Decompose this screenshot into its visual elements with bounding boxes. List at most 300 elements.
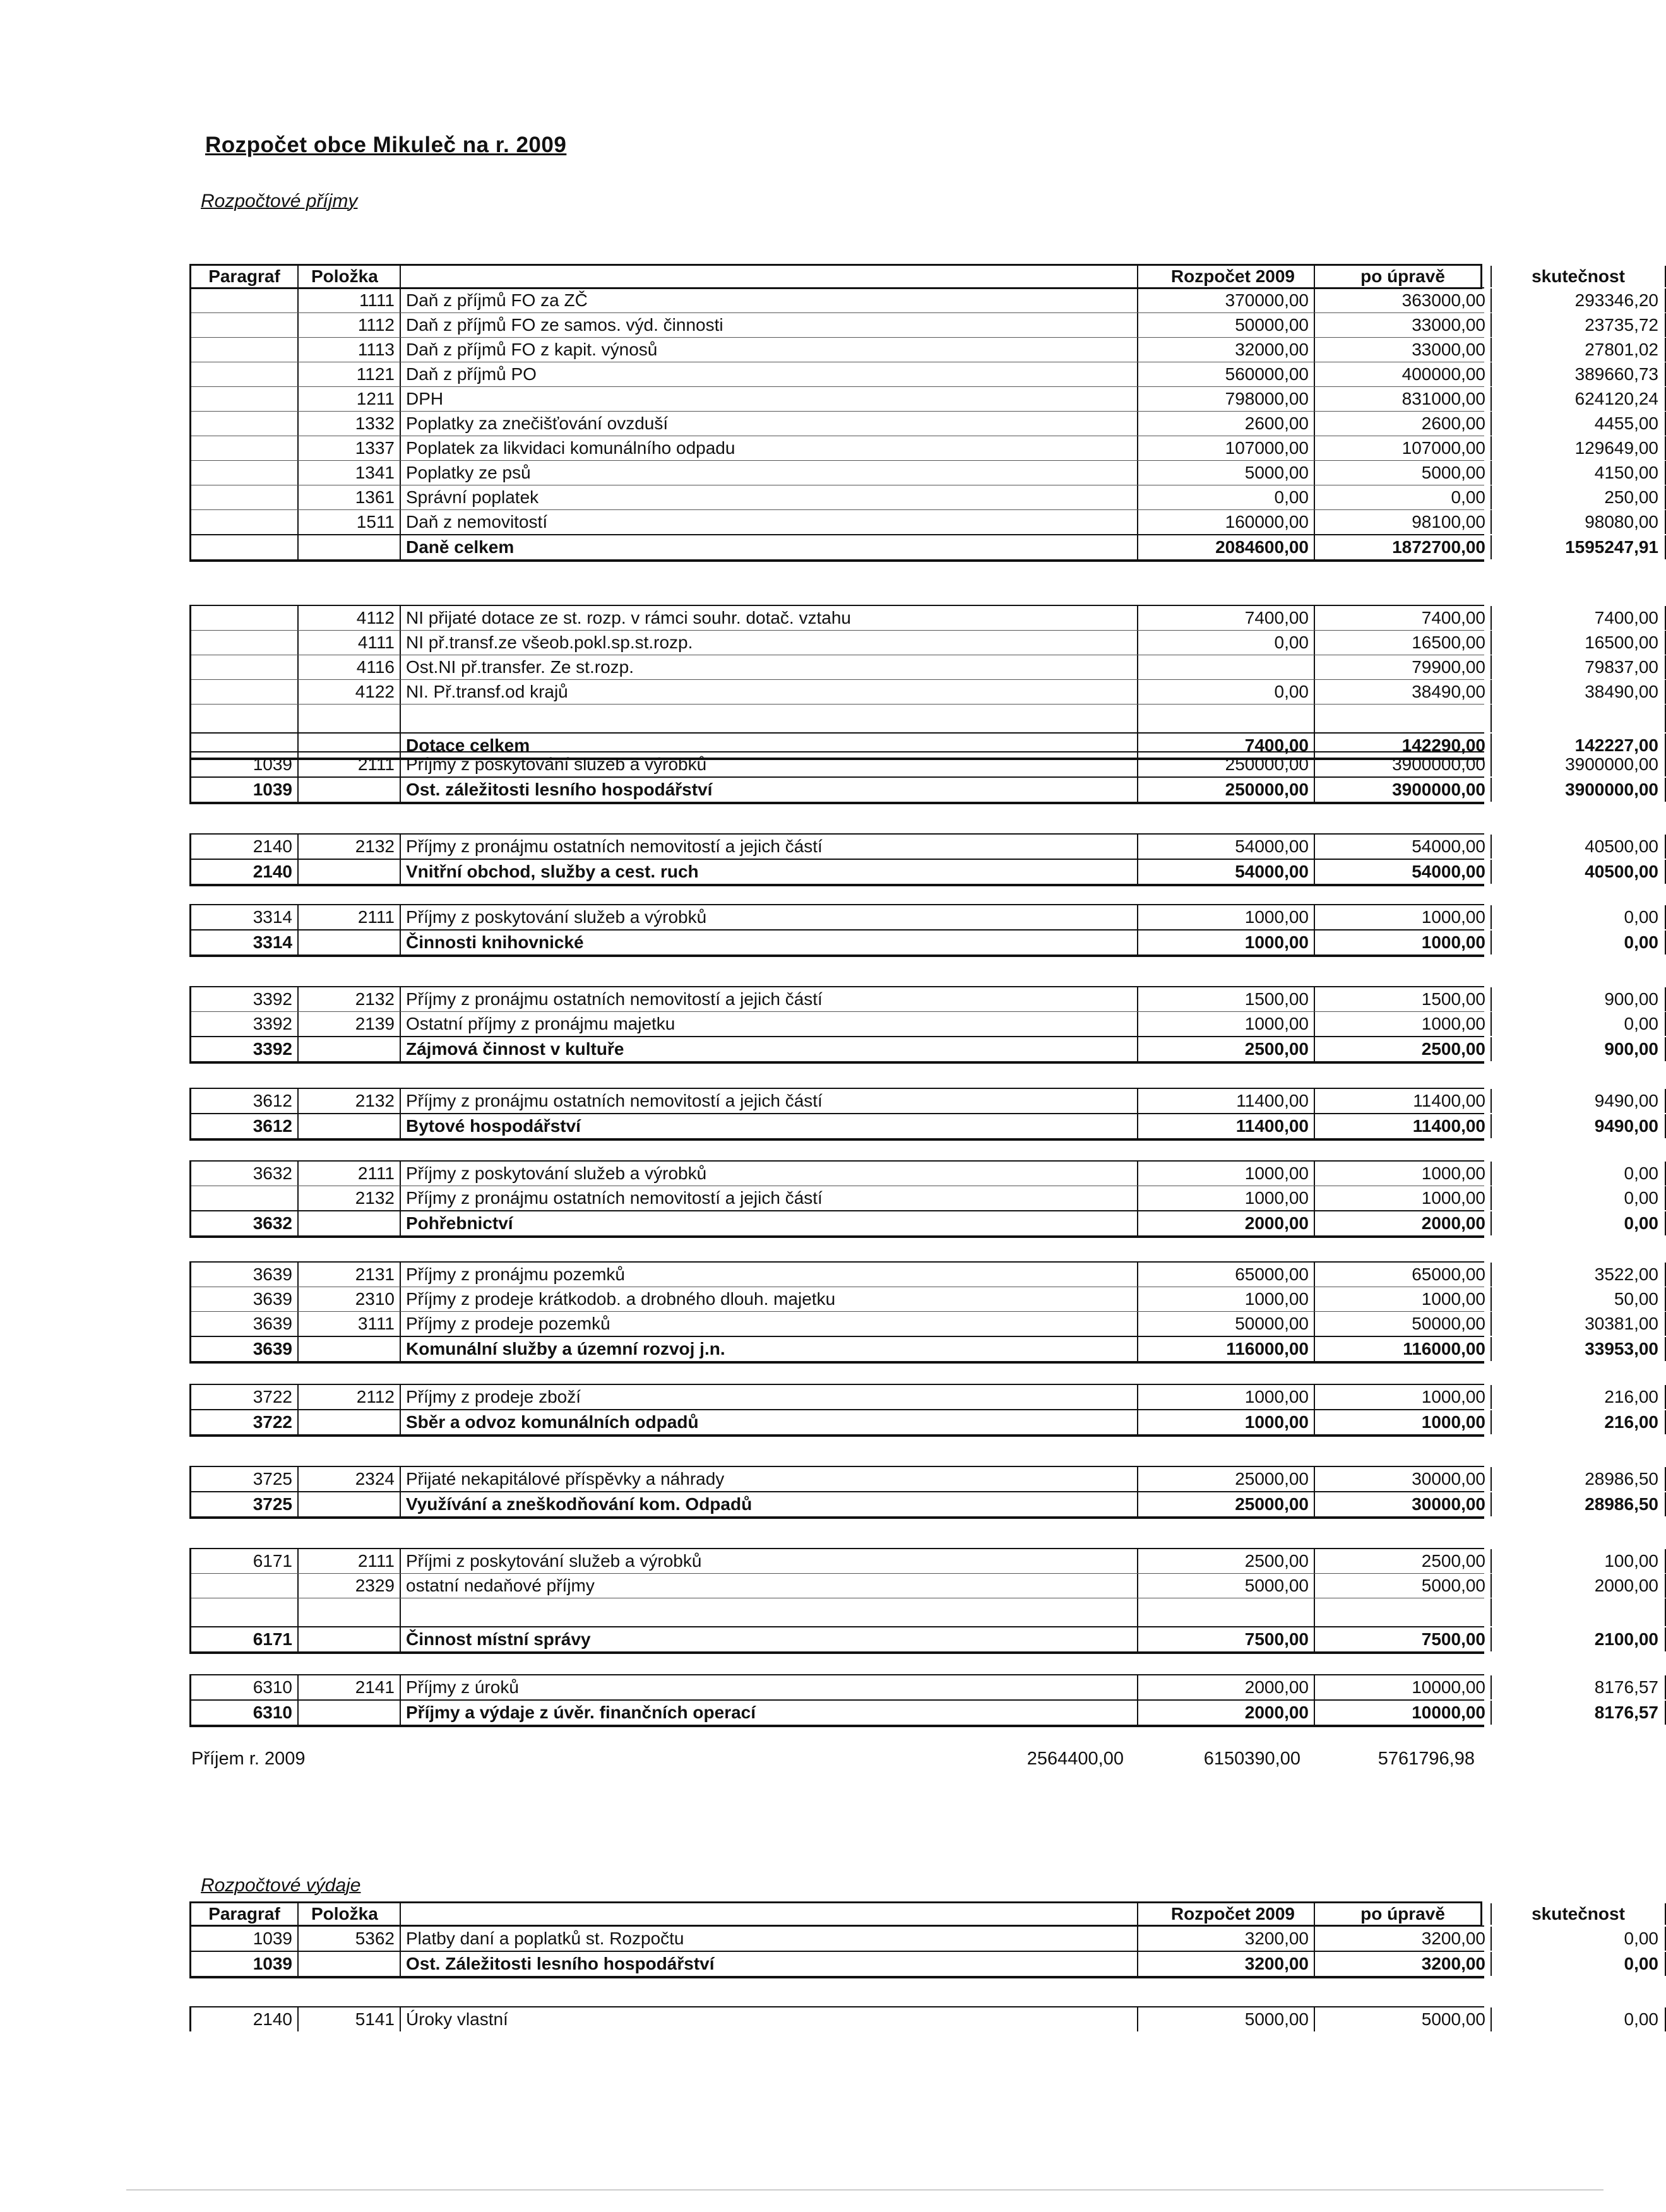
paragraf-cell [191, 288, 299, 312]
paragraf-cell: 3639 [191, 1287, 299, 1311]
name-cell: Činnosti knihovnické [401, 931, 1138, 954]
header-actual: skutečnost [1492, 1903, 1666, 1925]
adjusted-cell: 16500,00 [1315, 631, 1492, 655]
paragraf-cell: 3722 [191, 1385, 299, 1409]
paragraf-cell [191, 705, 299, 732]
income-group [189, 1548, 1658, 1654]
actual-cell: 0,00 [1492, 931, 1666, 954]
paragraf-cell: 2140 [191, 2007, 299, 2031]
adjusted-cell: 2500,00 [1315, 1037, 1492, 1061]
actual-cell [1492, 705, 1666, 732]
header-paragraf: Paragraf [191, 266, 299, 287]
table-row [191, 986, 1658, 1011]
expense-section-title: Rozpočtové výdaje [201, 1875, 361, 1896]
adjusted-cell: 30000,00 [1315, 1492, 1492, 1516]
adjusted-cell: 65000,00 [1315, 1263, 1492, 1287]
adjusted-cell: 5000,00 [1315, 1574, 1492, 1598]
budget-cell: 7400,00 [1138, 606, 1315, 630]
polozka-cell [299, 1952, 401, 1976]
polozka-cell: 2111 [299, 752, 401, 776]
blank-row [191, 1598, 1484, 1626]
paragraf-cell: 1039 [191, 1952, 299, 1976]
paragraf-cell: 3725 [191, 1492, 299, 1516]
table-row [191, 337, 1658, 362]
paragraf-cell [191, 680, 299, 704]
name-cell: Daň z příjmů FO z kapit. výnosů [401, 338, 1138, 362]
polozka-cell: 2139 [299, 1012, 401, 1036]
budget-cell: 1000,00 [1138, 1162, 1315, 1186]
polozka-cell: 2111 [299, 905, 401, 929]
header-name [401, 266, 1138, 287]
polozka-cell [299, 1598, 401, 1626]
name-cell: Ost. záležitosti lesního hospodářství [401, 778, 1138, 802]
table-row [191, 1287, 1658, 1311]
income-group [189, 833, 1658, 886]
paragraf-cell: 3314 [191, 905, 299, 929]
paragraf-cell: 3612 [191, 1114, 299, 1138]
budget-cell: 7500,00 [1138, 1627, 1315, 1651]
income-group [189, 1088, 1658, 1141]
header-actual: skutečnost [1492, 266, 1666, 287]
polozka-cell: 1113 [299, 338, 401, 362]
polozka-cell: 2111 [299, 1162, 401, 1186]
polozka-cell: 1332 [299, 412, 401, 436]
budget-cell: 32000,00 [1138, 338, 1315, 362]
budget-cell: 5000,00 [1138, 1574, 1315, 1598]
budget-cell: 65000,00 [1138, 1263, 1315, 1287]
polozka-cell: 2310 [299, 1287, 401, 1311]
name-cell: Příjmy z poskytování služeb a výrobků [401, 752, 1138, 776]
expense-table-header [189, 1901, 1625, 1927]
name-cell: Ost.NI př.transfer. Ze st.rozp. [401, 655, 1138, 679]
actual-cell: 216,00 [1492, 1410, 1666, 1434]
actual-cell: 389660,73 [1492, 362, 1666, 386]
adjusted-cell: 2000,00 [1315, 1211, 1492, 1235]
polozka-cell: 2141 [299, 1675, 401, 1699]
actual-cell: 250,00 [1492, 485, 1666, 509]
paragraf-cell: 3392 [191, 1012, 299, 1036]
budget-cell: 370000,00 [1138, 288, 1315, 312]
name-cell: Příjmy z pronájmu ostatních nemovitostí a jejich částí [401, 1089, 1138, 1113]
polozka-cell [299, 1492, 401, 1516]
header-row [189, 264, 1625, 289]
polozka-cell [299, 1410, 401, 1434]
polozka-cell: 1341 [299, 461, 401, 485]
budget-cell: 2084600,00 [1138, 535, 1315, 559]
name-cell: Zájmová činnost v kultuře [401, 1037, 1138, 1061]
adjusted-cell: 2500,00 [1315, 1549, 1492, 1573]
budget-cell: 2600,00 [1138, 412, 1315, 436]
table-row [191, 1466, 1658, 1491]
table-row [191, 1573, 1658, 1598]
polozka-cell [299, 1037, 401, 1061]
adjusted-cell: 38490,00 [1315, 680, 1492, 704]
table-row [191, 362, 1658, 386]
name-cell: Příjmy z poskytování služeb a výrobků [401, 1162, 1138, 1186]
adjusted-cell: 5000,00 [1315, 2007, 1492, 2031]
actual-cell: 0,00 [1492, 905, 1666, 929]
actual-cell: 98080,00 [1492, 510, 1666, 534]
actual-cell: 0,00 [1492, 1927, 1666, 1951]
actual-cell: 900,00 [1492, 987, 1666, 1011]
name-cell: NI. Př.transf.od krajů [401, 680, 1138, 704]
paragraf-cell: 6171 [191, 1627, 299, 1651]
table-row [191, 1160, 1658, 1186]
income-table-header [189, 264, 1625, 289]
total-row [191, 1626, 1658, 1654]
actual-cell: 4455,00 [1492, 412, 1666, 436]
polozka-cell: 1211 [299, 387, 401, 411]
paragraf-cell: 2140 [191, 860, 299, 884]
budget-cell: 0,00 [1138, 680, 1315, 704]
paragraf-cell [191, 631, 299, 655]
polozka-cell [299, 1337, 401, 1361]
adjusted-cell: 5000,00 [1315, 461, 1492, 485]
table-row [191, 679, 1658, 704]
name-cell: Příjmy z pronájmu ostatních nemovitostí a jejich částí [401, 987, 1138, 1011]
name-cell: Příjmy z pronájmu pozemků [401, 1263, 1138, 1287]
actual-cell: 142227,00 [1492, 734, 1666, 758]
budget-cell: 1000,00 [1138, 1186, 1315, 1210]
adjusted-cell: 11400,00 [1315, 1114, 1492, 1138]
budget-cell: 2500,00 [1138, 1037, 1315, 1061]
adjusted-cell: 54000,00 [1315, 860, 1492, 884]
adjusted-cell: 7500,00 [1315, 1627, 1492, 1651]
total-row [191, 929, 1658, 957]
name-cell: Sběr a odvoz komunálních odpadů [401, 1410, 1138, 1434]
paragraf-cell: 3639 [191, 1337, 299, 1361]
total-row [191, 1036, 1658, 1064]
actual-cell: 27801,02 [1492, 338, 1666, 362]
page-edge-line [126, 2189, 1604, 2191]
adjusted-cell: 7400,00 [1315, 606, 1492, 630]
polozka-cell: 4111 [299, 631, 401, 655]
actual-cell: 624120,24 [1492, 387, 1666, 411]
polozka-cell: 2132 [299, 1089, 401, 1113]
adjusted-cell: 3900000,00 [1315, 778, 1492, 802]
budget-cell: 1000,00 [1138, 1287, 1315, 1311]
budget-cell: 50000,00 [1138, 1312, 1315, 1336]
total-row [191, 776, 1658, 804]
table-row [191, 1548, 1658, 1573]
table-row [191, 1925, 1658, 1951]
total-row [191, 1699, 1658, 1727]
adjusted-cell: 1000,00 [1315, 1287, 1492, 1311]
income-group [189, 287, 1658, 562]
adjusted-cell: 98100,00 [1315, 510, 1492, 534]
total-row [191, 859, 1658, 886]
name-cell: Pohřebnictví [401, 1211, 1138, 1235]
actual-cell: 100,00 [1492, 1549, 1666, 1573]
name-cell: Přijaté nekapitálové příspěvky a náhrady [401, 1467, 1138, 1491]
paragraf-cell: 3392 [191, 987, 299, 1011]
name-cell: Příjmy z pronájmu ostatních nemovitostí a jejich částí [401, 835, 1138, 859]
paragraf-cell [191, 1598, 299, 1626]
paragraf-cell: 3725 [191, 1467, 299, 1491]
income-summary-actual: 5761796,98 [1377, 1749, 1475, 1769]
polozka-cell: 2132 [299, 1186, 401, 1210]
total-row [191, 1951, 1658, 1978]
income-group [189, 1466, 1658, 1519]
budget-cell: 2000,00 [1138, 1701, 1315, 1725]
polozka-cell: 3111 [299, 1312, 401, 1336]
expense-group [189, 2006, 1658, 2031]
table-row [191, 751, 1658, 776]
budget-cell: 7400,00 [1138, 734, 1315, 758]
name-cell: NI př.transf.ze všeob.pokl.sp.st.rozp. [401, 631, 1138, 655]
paragraf-cell [191, 362, 299, 386]
actual-cell: 7400,00 [1492, 606, 1666, 630]
total-row [191, 534, 1658, 562]
paragraf-cell [191, 436, 299, 460]
header-budget: Rozpočet 2009 [1138, 266, 1315, 287]
actual-cell: 30381,00 [1492, 1312, 1666, 1336]
polozka-cell [299, 705, 401, 732]
adjusted-cell: 3200,00 [1315, 1952, 1492, 1976]
table-row [191, 1674, 1658, 1699]
paragraf-cell: 2140 [191, 835, 299, 859]
income-group [189, 1384, 1658, 1437]
table-row [191, 655, 1658, 679]
name-cell: Platby daní a poplatků st. Rozpočtu [401, 1927, 1138, 1951]
budget-cell: 3200,00 [1138, 1952, 1315, 1976]
adjusted-cell: 1000,00 [1315, 1410, 1492, 1434]
name-cell: Příjmy z úroků [401, 1675, 1138, 1699]
name-cell: Poplatky za znečišťování ovzduší [401, 412, 1138, 436]
income-group [189, 605, 1658, 760]
polozka-cell: 4122 [299, 680, 401, 704]
budget-cell: 250000,00 [1138, 752, 1315, 776]
table-row [191, 509, 1658, 534]
budget-cell: 2000,00 [1138, 1675, 1315, 1699]
polozka-cell: 4112 [299, 606, 401, 630]
polozka-cell [299, 931, 401, 954]
name-cell: Daň z příjmů PO [401, 362, 1138, 386]
table-row [191, 1311, 1658, 1336]
name-cell: Bytové hospodářství [401, 1114, 1138, 1138]
adjusted-cell: 33000,00 [1315, 313, 1492, 337]
paragraf-cell [191, 485, 299, 509]
table-row [191, 1384, 1658, 1409]
name-cell: Daně celkem [401, 535, 1138, 559]
polozka-cell [299, 1627, 401, 1651]
budget-cell: 798000,00 [1138, 387, 1315, 411]
budget-cell: 250000,00 [1138, 778, 1315, 802]
paragraf-cell [191, 313, 299, 337]
table-row [191, 605, 1658, 630]
actual-cell: 3900000,00 [1492, 778, 1666, 802]
paragraf-cell [191, 510, 299, 534]
total-row [191, 1336, 1658, 1364]
paragraf-cell: 3632 [191, 1211, 299, 1235]
paragraf-cell [191, 655, 299, 679]
name-cell: DPH [401, 387, 1138, 411]
actual-cell: 3900000,00 [1492, 752, 1666, 776]
actual-cell: 28986,50 [1492, 1492, 1666, 1516]
budget-cell: 5000,00 [1138, 461, 1315, 485]
income-group [189, 986, 1658, 1064]
paragraf-cell: 3392 [191, 1037, 299, 1061]
budget-cell: 160000,00 [1138, 510, 1315, 534]
adjusted-cell: 54000,00 [1315, 835, 1492, 859]
table-row [191, 1186, 1658, 1210]
paragraf-cell: 1039 [191, 752, 299, 776]
polozka-cell: 1361 [299, 485, 401, 509]
polozka-cell: 2132 [299, 987, 401, 1011]
adjusted-cell: 0,00 [1315, 485, 1492, 509]
adjusted-cell [1315, 1598, 1492, 1626]
budget-cell: 1000,00 [1138, 931, 1315, 954]
name-cell: Poplatky ze psů [401, 461, 1138, 485]
actual-cell: 40500,00 [1492, 835, 1666, 859]
adjusted-cell: 79900,00 [1315, 655, 1492, 679]
name-cell: Daň z nemovitostí [401, 510, 1138, 534]
paragraf-cell: 3314 [191, 931, 299, 954]
budget-cell: 1500,00 [1138, 987, 1315, 1011]
actual-cell: 23735,72 [1492, 313, 1666, 337]
polozka-cell [299, 1211, 401, 1235]
adjusted-cell: 363000,00 [1315, 288, 1492, 312]
adjusted-cell: 1500,00 [1315, 987, 1492, 1011]
name-cell: Úroky vlastní [401, 2007, 1138, 2031]
polozka-cell [299, 860, 401, 884]
header-adjusted: po úpravě [1315, 1903, 1492, 1925]
adjusted-cell: 1000,00 [1315, 1186, 1492, 1210]
actual-cell: 216,00 [1492, 1385, 1666, 1409]
total-row [191, 1210, 1658, 1238]
budget-cell: 1000,00 [1138, 1385, 1315, 1409]
polozka-cell: 2111 [299, 1549, 401, 1573]
table-row [191, 312, 1658, 337]
adjusted-cell: 1000,00 [1315, 931, 1492, 954]
actual-cell: 0,00 [1492, 1211, 1666, 1235]
polozka-cell: 5362 [299, 1927, 401, 1951]
table-row [191, 460, 1658, 485]
adjusted-cell [1315, 705, 1492, 732]
name-cell: Příjmi z poskytování služeb a výrobků [401, 1549, 1138, 1573]
actual-cell: 2100,00 [1492, 1627, 1666, 1651]
budget-cell: 11400,00 [1138, 1114, 1315, 1138]
actual-cell: 8176,57 [1492, 1675, 1666, 1699]
paragraf-cell: 3612 [191, 1089, 299, 1113]
header-polozka: Položka [299, 1903, 401, 1925]
header-adjusted: po úpravě [1315, 266, 1492, 287]
name-cell: Komunální služby a územní rozvoj j.n. [401, 1337, 1138, 1361]
paragraf-cell: 6171 [191, 1549, 299, 1573]
polozka-cell: 5141 [299, 2007, 401, 2031]
budget-cell: 50000,00 [1138, 313, 1315, 337]
budget-cell: 25000,00 [1138, 1467, 1315, 1491]
adjusted-cell: 1000,00 [1315, 905, 1492, 929]
name-cell: Správní poplatek [401, 485, 1138, 509]
actual-cell: 9490,00 [1492, 1089, 1666, 1113]
header-polozka: Položka [299, 266, 401, 287]
budget-cell: 560000,00 [1138, 362, 1315, 386]
budget-cell: 1000,00 [1138, 1012, 1315, 1036]
expense-group [189, 1925, 1658, 1978]
budget-cell: 5000,00 [1138, 2007, 1315, 2031]
actual-cell [1492, 1598, 1666, 1626]
actual-cell: 4150,00 [1492, 461, 1666, 485]
actual-cell: 2000,00 [1492, 1574, 1666, 1598]
income-summary-budget: 2564400,00 [1026, 1749, 1124, 1769]
paragraf-cell [191, 461, 299, 485]
budget-cell: 3200,00 [1138, 1927, 1315, 1951]
name-cell: ostatní nedaňové příjmy [401, 1574, 1138, 1598]
actual-cell: 3522,00 [1492, 1263, 1666, 1287]
adjusted-cell: 142290,00 [1315, 734, 1492, 758]
table-row [191, 630, 1658, 655]
adjusted-cell: 50000,00 [1315, 1312, 1492, 1336]
name-cell: NI přijaté dotace ze st. rozp. v rámci souhr. dotač. vztahu [401, 606, 1138, 630]
actual-cell: 9490,00 [1492, 1114, 1666, 1138]
budget-cell: 107000,00 [1138, 436, 1315, 460]
budget-cell: 25000,00 [1138, 1492, 1315, 1516]
name-cell: Využívání a zneškodňování kom. Odpadů [401, 1492, 1138, 1516]
name-cell: Daň z příjmů FO za ZČ [401, 288, 1138, 312]
polozka-cell: 2112 [299, 1385, 401, 1409]
header-budget: Rozpočet 2009 [1138, 1903, 1315, 1925]
name-cell [401, 1598, 1138, 1626]
paragraf-cell: 3639 [191, 1263, 299, 1287]
polozka-cell: 2329 [299, 1574, 401, 1598]
table-row [191, 287, 1658, 312]
paragraf-cell: 3639 [191, 1312, 299, 1336]
polozka-cell [299, 1701, 401, 1725]
table-row [191, 1011, 1658, 1036]
table-row [191, 386, 1658, 411]
paragraf-cell: 1039 [191, 1927, 299, 1951]
adjusted-cell: 30000,00 [1315, 1467, 1492, 1491]
polozka-cell: 1511 [299, 510, 401, 534]
table-row [191, 411, 1658, 436]
budget-cell: 2000,00 [1138, 1211, 1315, 1235]
budget-cell: 2500,00 [1138, 1549, 1315, 1573]
budget-cell: 0,00 [1138, 485, 1315, 509]
actual-cell: 16500,00 [1492, 631, 1666, 655]
income-group [189, 1160, 1658, 1238]
budget-cell: 11400,00 [1138, 1089, 1315, 1113]
actual-cell: 0,00 [1492, 1186, 1666, 1210]
paragraf-cell [191, 338, 299, 362]
table-row [191, 904, 1658, 929]
name-cell: Příjmy z pronájmu ostatních nemovitostí a jejich částí [401, 1186, 1138, 1210]
name-cell: Ost. Záležitosti lesního hospodářství [401, 1952, 1138, 1976]
header-row [189, 1901, 1625, 1927]
actual-cell: 900,00 [1492, 1037, 1666, 1061]
actual-cell: 40500,00 [1492, 860, 1666, 884]
budget-cell: 116000,00 [1138, 1337, 1315, 1361]
paragraf-cell: 3722 [191, 1410, 299, 1434]
name-cell: Ostatní příjmy z pronájmu majetku [401, 1012, 1138, 1036]
polozka-cell: 2132 [299, 835, 401, 859]
actual-cell: 0,00 [1492, 1952, 1666, 1976]
adjusted-cell: 1000,00 [1315, 1162, 1492, 1186]
paragraf-cell [191, 1186, 299, 1210]
name-cell: Poplatek za likvidaci komunálního odpadu [401, 436, 1138, 460]
budget-cell: 54000,00 [1138, 860, 1315, 884]
adjusted-cell: 116000,00 [1315, 1337, 1492, 1361]
paragraf-cell [191, 387, 299, 411]
actual-cell: 33953,00 [1492, 1337, 1666, 1361]
polozka-cell: 1112 [299, 313, 401, 337]
table-row [191, 436, 1658, 460]
table-row [191, 485, 1658, 509]
name-cell [401, 705, 1138, 732]
income-group [189, 1261, 1658, 1364]
adjusted-cell: 1000,00 [1315, 1385, 1492, 1409]
budget-cell: 54000,00 [1138, 835, 1315, 859]
